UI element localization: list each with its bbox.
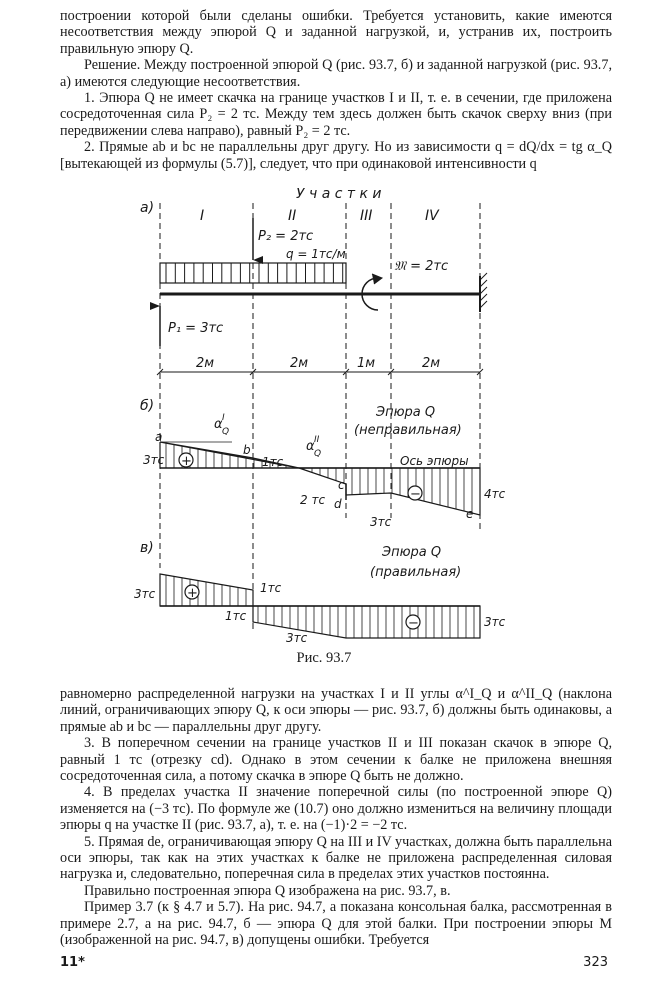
point-a: a — [155, 430, 163, 444]
wrong-q-diagram — [140, 398, 506, 529]
page-number: 323 — [583, 955, 608, 970]
wrong-title-1: Эпюра Q — [376, 405, 436, 420]
top-text-block — [60, 8, 612, 172]
span-label-2: 2м — [290, 356, 309, 371]
paragraph: 1. Эпюра Q не имеет скачка на границе участков I и II, т. е. в сечении, где приложена сосредоточенная сила P₂ = 2 тс. Между тем здесь должен быть скачок сверху вниз (при передвижении слева направо), равный P₂ = 2 тс. — [60, 90, 612, 139]
wrong-val-3tc-left: 3тс — [143, 453, 165, 467]
span-label-3: 1м — [357, 356, 376, 371]
part-label-b: б) — [140, 398, 155, 414]
sections-header: У ч а с т к и — [296, 188, 382, 202]
right-val-3tc-right: 3тс — [484, 615, 506, 629]
moment-label: 𝔐 = 2тс — [394, 259, 449, 274]
figure-caption: Рис. 93.7 — [296, 650, 352, 666]
q-label: q = 1тс/м — [286, 247, 346, 261]
point-d: d — [334, 497, 342, 511]
alpha-I-sup: I — [222, 413, 225, 423]
part-label-a: а) — [140, 200, 155, 216]
right-val-3tc-mid: 3тс — [286, 631, 308, 645]
alpha-I-sub: Q — [222, 427, 230, 437]
minus-sign-right: − — [408, 616, 419, 631]
wrong-val-4tc: 4тс — [484, 487, 506, 501]
beam-diagram — [160, 218, 487, 346]
correct-q-diagram — [134, 540, 506, 645]
paragraph: Пример 3.7 (к § 4.7 и 5.7). На рис. 94.7, а показана консольная балка, рассмотренная в примере 2.7, а на рис. 94.7, б — эпюра Q для этой балки. При построении эпюры M (изображенной на рис. 94.7, в) допущены ошибки. Требуется — [60, 899, 612, 949]
paragraph: 5. Прямая de, ограничивающая эпюру Q на III и IV участках, должна быть параллельна оси эпюры, так как на этих участках к балке не приложена распределенная силовая нагрузка и, следовательно, поперечная сила в пределах этих участков постоянна. — [60, 833, 612, 883]
paragraph: 2. Прямые ab и bc не параллельны друг другу. Но из зависимости q = dQ/dx = tg α_Q [вытекающей из формулы (5.7)], следует, что при одинаковой интенсивности q — [60, 139, 612, 172]
section-label-II: II — [288, 208, 297, 224]
paragraph: Решение. Между построенной эпюрой Q (рис. 93.7, б) и заданной нагрузкой (рис. 93.7, а) имеются следующие несоответствия. — [60, 57, 612, 90]
plus-sign: + — [181, 454, 192, 469]
wrong-title-2: (неправильная) — [354, 423, 462, 438]
right-title-2: (правильная) — [370, 565, 462, 580]
span-label-4: 2м — [422, 356, 441, 371]
wrong-negative-area — [299, 468, 480, 515]
wrong-val-3tc: 3тс — [370, 515, 392, 529]
right-val-1tc-bottom: 1тс — [225, 609, 247, 623]
figure-93-7 — [0, 188, 648, 650]
signature-mark: 11* — [60, 955, 85, 970]
paragraph: 4. В пределах участка II значение поперечной силы (по построенной эпюре Q) изменяется на (−3 тс). По формуле же (10.7) оно должно измениться на величину площади эпюры q на участке II (рис. 93.7, а), т. е. на (−1)·2 = −2 тс. — [60, 784, 612, 834]
dimension-line — [157, 356, 483, 375]
part-label-v: в) — [140, 540, 154, 556]
section-label-III: III — [360, 208, 373, 224]
paragraph: построении которой были сделаны ошибки. Требуется установить, какие имеются несоответствия между эпюрой Q и заданной нагрузкой, и, устранив их, построить правильную эпюру Q. — [60, 8, 612, 57]
paragraph: Правильно построенная эпюра Q изображена на рис. 93.7, в. — [84, 882, 451, 899]
plus-sign-right: + — [187, 586, 198, 601]
wrong-val-1tc: 1тс — [262, 455, 284, 469]
span-label-1: 2м — [196, 356, 215, 371]
axis-label: Ось эпюры — [400, 454, 469, 468]
p1-label: P₁ = 3тс — [168, 321, 224, 336]
point-e: e — [466, 507, 474, 521]
bottom-text-block — [60, 686, 612, 949]
right-val-3tc-left: 3тс — [134, 587, 156, 601]
point-b: b — [243, 443, 251, 457]
right-val-1tc-top: 1тс — [260, 581, 282, 595]
support-hatch — [480, 273, 487, 308]
alpha-II-sup: II — [314, 435, 320, 445]
minus-sign: − — [410, 487, 421, 502]
paragraph: 3. В поперечном сечении на границе участков II и III показан скачок в эпюре Q, равный 1 тс (отрезку cd). Однако в этом сечении к балке не приложена внешняя сосредоточенная сила, а потому скачка в эпюре Q быть не должно. — [60, 735, 612, 785]
alpha-I: α — [214, 417, 223, 432]
moment-arrowhead — [372, 274, 382, 284]
alpha-II: α — [306, 439, 315, 454]
load-arrows — [166, 263, 343, 283]
alpha-II-sub: Q — [314, 449, 322, 459]
paragraph: равномерно распределенной нагрузки на участках I и II углы α^I_Q и α^II_Q (наклона линий, ограничивающих эпюру Q, к оси эпюры — рис. 93.7, б) должны быть одинаковы, а прямые ab и bc — параллельны друг другу. — [60, 686, 612, 735]
section-label-IV: IV — [425, 208, 439, 224]
p2-label: P₂ = 2тс — [258, 229, 314, 244]
wrong-val-2tc: 2 тс — [300, 493, 326, 507]
right-title-1: Эпюра Q — [382, 545, 442, 560]
point-c: c — [338, 478, 345, 492]
section-label-I: I — [200, 208, 205, 224]
